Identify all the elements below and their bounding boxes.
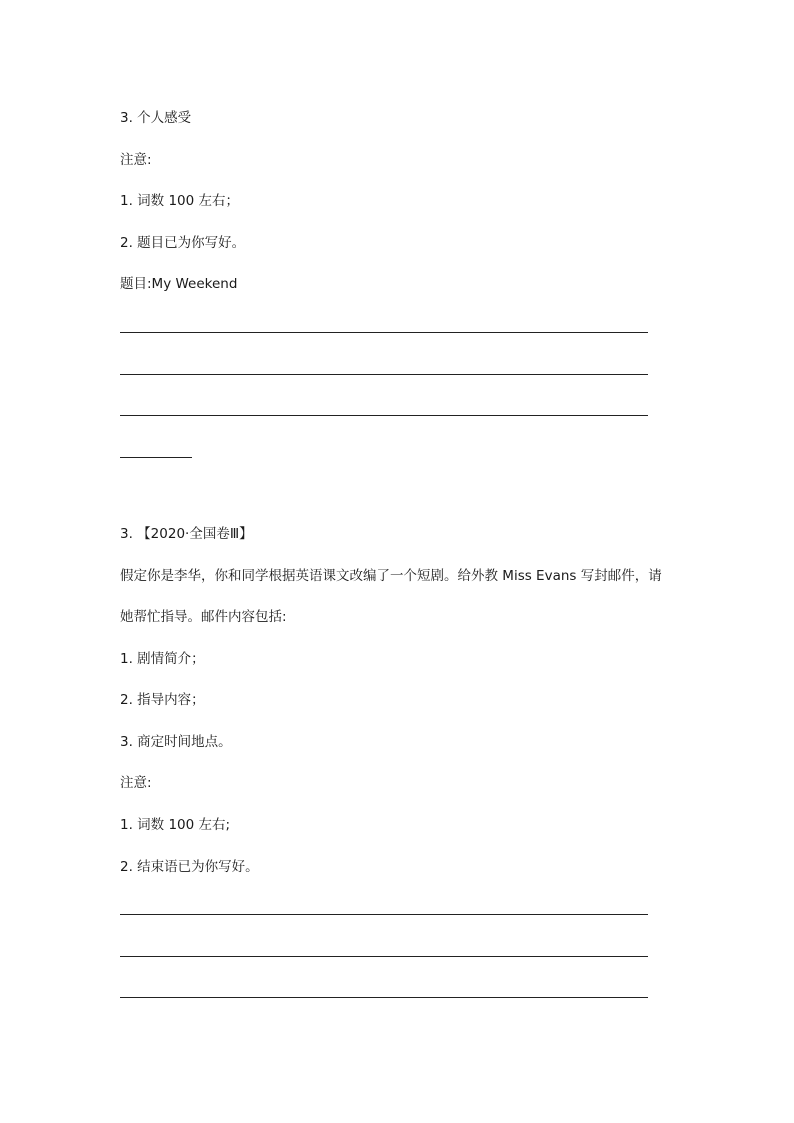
note-item-2-2: 2. 结束语已为你写好。 (120, 859, 259, 875)
note-item-2: 2. 题目已为你写好。 (120, 235, 246, 251)
answer-line-6[interactable] (120, 956, 648, 957)
note-item-1-2: 1. 词数 100 左右; (120, 817, 231, 833)
answer-line-2[interactable] (120, 374, 648, 375)
note-label: 注意: (120, 152, 152, 168)
answer-line-3[interactable] (120, 415, 648, 416)
content-item-2: 2. 指导内容； (120, 692, 205, 708)
answer-line-4[interactable] (120, 457, 192, 458)
question-heading: 3. 【2020·全国卷Ⅲ】 (120, 526, 253, 542)
answer-line-1[interactable] (120, 332, 648, 333)
answer-line-7[interactable] (120, 997, 648, 998)
note-label-2: 注意: (120, 775, 152, 791)
content-item-1: 1. 剧情简介； (120, 651, 205, 667)
answer-line-5[interactable] (120, 914, 648, 915)
essay-title: 题目:My Weekend (120, 276, 238, 292)
note-item-1: 1. 词数 100 左右； (120, 193, 240, 209)
prompt-line-1: 假定你是李华，你和同学根据英语课文改编了一个短剧。给外教 Miss Evans 写封邮件，请 (120, 568, 662, 584)
requirement-item-3: 3. 个人感受 (120, 110, 192, 126)
prompt-line-2: 她帮忙指导。邮件内容包括: (120, 609, 287, 625)
content-item-3: 3. 商定时间地点。 (120, 734, 232, 750)
